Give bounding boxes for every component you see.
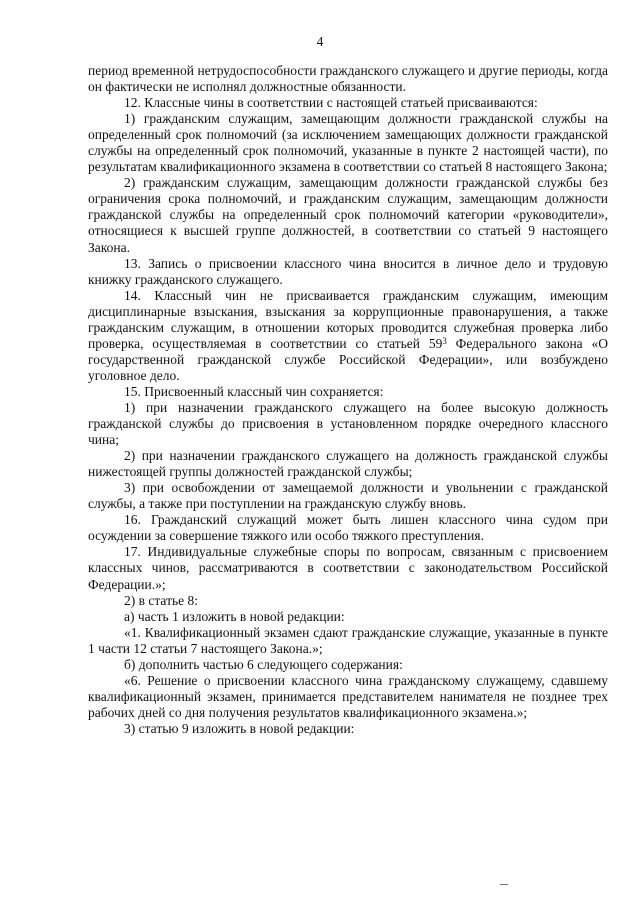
document-body: [88, 63, 608, 737]
superscript-3: 3: [442, 335, 447, 346]
paragraph-item-12-1: 1) гражданским служащим, замещающим должности гражданской службы на определенный срок полномочий (за исключением замещающих должности гражданской службы на определенный срок полномочий, указанные в пункте 2 настоящей части), по результатам квалификационного экзамена в соответствии со статьей 8 настоящего Закона;: [88, 111, 608, 175]
paragraph-item-15-3: 3) при освобождении от замещаемой должности и увольнении с гражданской службы, а также при поступлении на гражданскую службу вновь.: [88, 480, 608, 512]
paragraph-continuation: период временной нетрудоспособности гражданского служащего и другие периоды, когда он фактически не исполнял должностные обязанности.: [88, 63, 608, 95]
paragraph-item-14-text: 14. Классный чин не присваивается гражданским служащим, имеющим дисциплинарные взыскания, взыскания за коррупционные правонарушения, а также гражданским служащим, в отношении которых проводится служебная проверка либо проверка, осуществляемая в соответствии со статьей 59: [88, 287, 608, 351]
paragraph-item-15: 15. Присвоенный классный чин сохраняется:: [124, 383, 384, 399]
paragraph-amend-article-8: 2) в статье 8:: [124, 592, 198, 608]
paragraph-item-16: 16. Гражданский служащий может быть лишен классного чина судом при осуждении за совершение тяжкого или особо тяжкого преступления.: [88, 512, 608, 544]
paragraph-item-13: 13. Запись о присвоении классного чина вносится в личное дело и трудовую книжку гражданского служащего.: [88, 255, 608, 287]
paragraph-amend-article-9: 3) статью 9 изложить в новой редакции:: [124, 720, 355, 736]
page-number: 4: [316, 34, 324, 49]
paragraph-amend-8-1: «1. Квалификационный экзамен сдают гражданские служащие, указанные в пункте 1 части 12 статьи 7 настоящего Закона.»;: [88, 624, 608, 656]
paragraph-item-15-2: 2) при назначении гражданского служащего на должность гражданской службы нижестоящей группы должностей гражданской службы;: [88, 448, 608, 480]
paragraph-item-15-1: 1) при назначении гражданского служащего на более высокую должность гражданской службы до присвоения в установленном порядке очередного классного чина;: [88, 399, 608, 448]
paragraph-amend-8-a: а) часть 1 изложить в новой редакции:: [124, 608, 345, 624]
paragraph-amend-8-b: б) дополнить частью 6 следующего содержания:: [124, 656, 403, 672]
paragraph-item-14: [88, 288, 608, 384]
scan-mark: [500, 884, 508, 885]
paragraph-amend-8-6: «6. Решение о присвоении классного чина гражданскому служащему, сдавшему квалификационный экзамен, принимается представителем нанимателя не позднее трех рабочих дней со дня получения результатов квалификационного экзамена.»;: [88, 672, 608, 720]
paragraph-item-12: 12. Классные чины в соответствии с настоящей статьей присваиваются:: [124, 95, 538, 111]
paragraph-item-14-text-after: Федерального закона «О государственной гражданской службе Российской Федерации», или возбуждено уголовное дело.: [88, 335, 608, 383]
paragraph-item-17: 17. Индивидуальные служебные споры по вопросам, связанным с присвоением классных чинов, рассматриваются в соответствии с законодательством Российской Федерации.»;: [88, 544, 608, 592]
paragraph-item-12-2: 2) гражданским служащим, замещающим должности гражданской службы без ограничения срока полномочий, и гражданским служащим, замещающим должности гражданской службы на определенный срок полномочий категории «руководители», относящиеся к высшей группе должностей, в соответствии со статьей 9 настоящего Закона.: [88, 175, 608, 255]
